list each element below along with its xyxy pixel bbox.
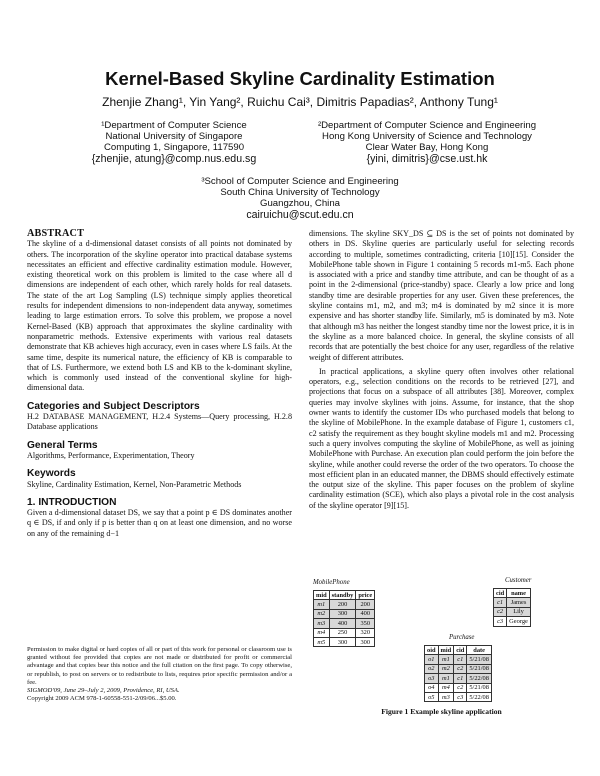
categories-heading: Categories and Subject Descriptors (27, 400, 200, 412)
customer-row (494, 607, 531, 616)
affiliation-1-line3: Computing 1, Singapore, 117590 (103, 142, 245, 154)
purchase-header-cell: mid (438, 646, 454, 655)
mobilephone-row (314, 600, 375, 609)
purchase-cell: o1 (425, 655, 439, 664)
purchase-cell: c3 (454, 692, 467, 701)
purchase-cell: c1 (454, 674, 467, 683)
customer-table (493, 588, 531, 627)
customer-header-cell: name (507, 589, 531, 598)
mobilephone-cell: 400 (329, 619, 356, 628)
purchase-table (424, 645, 492, 702)
affiliation-2 (302, 120, 552, 165)
purchase-cell: m3 (438, 692, 454, 701)
mobilephone-cell: 300 (356, 637, 375, 646)
general-terms-heading: General Terms (27, 439, 98, 451)
affiliation-3-email: cairuichu@scut.edu.cn (246, 208, 354, 221)
mobilephone-row (314, 637, 375, 646)
purchase-cell: 5/21/08 (467, 664, 492, 673)
customer-cell: James (507, 598, 531, 607)
customer-row (494, 598, 531, 607)
affiliation-2-line3: Clear Water Bay, Hong Kong (365, 142, 489, 154)
mobilephone-cell: m5 (314, 637, 330, 646)
purchase-cell: o2 (425, 664, 439, 673)
abstract-heading: ABSTRACT (27, 228, 85, 239)
introduction-text: Given a d-dimensional dataset DS, we say that a point p ∈ DS dominates another q ∈ DS, if and only if p is better than q on at least one dimension, and no worse on any of the remaining d−1 (27, 508, 292, 538)
customer-row (494, 617, 531, 626)
general-terms-text: Algorithms, Performance, Experimentation, Theory (27, 450, 195, 460)
figure-1 (309, 575, 574, 750)
permission-footnote (27, 646, 292, 703)
purchase-header-cell: oid (425, 646, 439, 655)
mobilephone-cell: 320 (356, 628, 375, 637)
mobilephone-header-cell: price (356, 591, 375, 600)
mobilephone-cell: m4 (314, 628, 330, 637)
mobilephone-cell: 200 (329, 600, 356, 609)
paper-title: Kernel-Based Skyline Cardinality Estimation (105, 68, 495, 89)
mobilephone-cell: 300 (329, 609, 356, 618)
mobilephone-header-cell: mid (314, 591, 330, 600)
mobilephone-cell: m3 (314, 619, 330, 628)
purchase-cell: o5 (425, 692, 439, 701)
customer-cell: George (507, 617, 531, 626)
purchase-cell: 5/22/08 (467, 674, 492, 683)
customer-cell: Lily (507, 607, 531, 616)
affiliation-1 (74, 120, 274, 165)
affiliation-3-line3: Guangzhou, China (259, 198, 340, 210)
mobilephone-cell: 300 (329, 637, 356, 646)
customer-cell: c2 (494, 607, 507, 616)
mobilephone-cell: 250 (329, 628, 356, 637)
customer-header-cell: cid (494, 589, 507, 598)
categories-text: H.2 DATABASE MANAGEMENT, H.2.4 Systems—Query processing, H.2.8 Database applications (27, 412, 292, 432)
mobilephone-row (314, 628, 375, 637)
introduction-heading: 1. INTRODUCTION (27, 496, 117, 508)
affiliation-2-email: {yini, dimitris}@cse.ust.hk (366, 152, 488, 165)
right-column (309, 229, 574, 511)
purchase-row (425, 655, 492, 664)
purchase-cell: m1 (438, 674, 454, 683)
purchase-cell: 5/21/08 (467, 655, 492, 664)
mobilephone-cell: m1 (314, 600, 330, 609)
mobilephone-row (314, 619, 375, 628)
mobilephone-row (314, 609, 375, 618)
purchase-cell: 5/21/08 (467, 683, 492, 692)
purchase-row (425, 692, 492, 701)
affiliation-3-line2: South China University of Technology (220, 187, 380, 199)
affiliation-1-line2: National University of Singapore (105, 131, 243, 143)
mobilephone-table (313, 590, 375, 647)
affiliation-3 (175, 176, 425, 221)
affiliation-2-label: ²Department of Computer Science and Engineering (317, 120, 537, 131)
purchase-cell: m1 (438, 655, 454, 664)
permission-text: Permission to make digital or hard copies of all or part of this work for personal or classroom use is granted without fee provided that copies are not made or distributed for profit or commercial advantage and that copies bear this notice and the full citation on the first page. To copy otherwise, or republish, to post on servers or to redistribute to lists, requires prior specific permission and/or a fee. (27, 646, 292, 686)
purchase-cell: m2 (438, 664, 454, 673)
purchase-header-cell: date (467, 646, 492, 655)
customer-table-label: Customer (505, 577, 532, 584)
purchase-cell: o4 (425, 683, 439, 692)
customer-cell: c3 (494, 617, 507, 626)
purchase-cell: o3 (425, 674, 439, 683)
purchase-cell: 5/22/08 (467, 692, 492, 701)
affiliation-3-label: ³School of Computer Science and Engineering (201, 176, 399, 187)
mobilephone-cell: 400 (356, 609, 375, 618)
purchase-cell: c2 (454, 664, 467, 673)
mobilephone-cell: 200 (356, 600, 375, 609)
purchase-row (425, 683, 492, 692)
copyright-text: Copyright 2009 ACM 978-1-60558-551-2/09/06...$5.00. (27, 695, 177, 703)
author-list: Zhenjie Zhang¹, Yin Yang², Ruichu Cai³, Dimitris Papadias², Anthony Tung¹ (102, 95, 498, 109)
affiliation-1-label: ¹Department of Computer Science (101, 120, 247, 131)
affiliation-1-email: {zhenjie, atung}@comp.nus.edu.sg (91, 152, 257, 165)
abstract-text: The skyline of a d-dimensional dataset consists of all points not dominated by others. The incorporation of the skyline operator into practical database systems necessitates an efficient and effective cardinality estimation module. However, existing theoretical work on this problem is limited to the case where all d dimensions are independent of each other, which rarely holds for real datasets. The state of the art Log Sampling (LS) technique simply applies theoretical results for independent dimensions to non-independent data anyway, sometimes leading to large estimation errors. To solve this problem, we propose a novel Kernel-Based (KB) approach that approximates the skyline cardinality with nonparametric methods. Extensive experiments with various real datasets demonstrate that KB achieves high accuracy, even in cases where LS fails. At the same time, despite its numerical nature, the efficiency of KB is comparable to that of LS. Furthermore, we extend both LS and KB to the k-dominant skyline, which is commonly used instead of the conventional skyline for high-dimensional data. (27, 239, 292, 393)
keywords-text: Skyline, Cardinality Estimation, Kernel, Non-Parametric Methods (27, 479, 242, 489)
purchase-header-cell: cid (454, 646, 467, 655)
figure-caption: Figure 1 Example skyline application (381, 707, 502, 716)
left-column (27, 229, 292, 539)
purchase-row (425, 674, 492, 683)
purchase-table-label: Purchase (449, 634, 475, 641)
mobilephone-header-cell: standby (329, 591, 356, 600)
customer-cell: c1 (494, 598, 507, 607)
purchase-cell: c1 (454, 655, 467, 664)
right-paragraph-2: In practical applications, a skyline query often involves other relational operators, e.g., selection conditions on the records to be retrieved [27], and projections that focus on a subspace of all attributes [38]. Moreover, complex queries may involve skylines with joins. Assume, for instance, that the shop owner wants to identify the customer IDs who purchased models that belong to the skyline of MobilePhone. In the example database of Figure 1, customers c1, c2 satisfy the requirement as they bought skyline models m1 and m2. Processing such a query involves computing the skyline of MobilePhone, as well as joining MobilePhone with Purchase. An execution plan could perform the join before the skyline, while another could reverse the order of the two operators. To choose the most efficient plan in an educated manner, the DBMS should effectively estimate the output size of the skyline. This paper focuses on the problem of skyline cardinality estimation (SCE), which also plays a pivotal role in the cost analysis of the skyline operator [9][15]. (309, 366, 574, 510)
mobilephone-cell: m2 (314, 609, 330, 618)
right-paragraph-1: dimensions. The skyline SKY_DS ⊆ DS is the set of points not dominated by others in DS. Skyline queries are particularly useful for selecting records according to multiple, sometimes contradicting, criteria [10][15]. Consider the MobilePhone table shown in Figure 1 containing 5 records m1-m5. Each phone is associated with a price and standby time attribute, and can be thought of as a point in the 2-dimensional (price-standby) space. Clearly a low price and long standby time are desirable properties for any user. Given these preferences, the skyline contains m1, m2, and m3; m4 is dominated by m2 since it is more expensive and has shorter standby life. Similarly, m5 is dominated by m3. Note that although m3 has neither the longest standby time nor the lowest price, it is in the skyline as a more balanced choice. In general, the skyline consists of all records that are potentially the best choice for any user, regardless of the relative weight of different attributes. (309, 229, 574, 362)
purchase-cell: m4 (438, 683, 454, 692)
mobilephone-table-label: MobilePhone (313, 579, 350, 586)
purchase-cell: c2 (454, 683, 467, 692)
keywords-heading: Keywords (27, 468, 76, 480)
mobilephone-cell: 350 (356, 619, 375, 628)
affiliation-2-line2: Hong Kong University of Science and Technology (322, 131, 532, 143)
purchase-row (425, 664, 492, 673)
venue-text: SIGMOD'09, June 29–July 2, 2009, Providence, RI, USA. (27, 687, 180, 695)
